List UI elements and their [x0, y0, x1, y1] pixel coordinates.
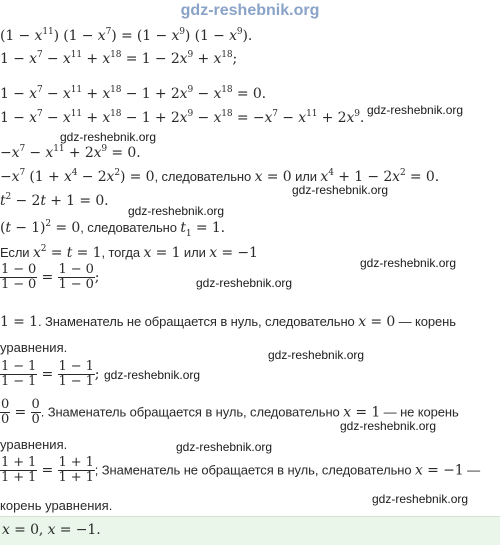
equation-line-10: $\frac{1 - 0}{1 - 0}$ = $\frac{1 - 0}{1 - 0}$ ;: [1, 262, 100, 292]
watermark-top: gdz-reshebnik.org: [180, 2, 320, 19]
equation-line-6: $-x^7$ $(1 + x^4 - 2x^2) = 0$, следовательно x = 0 или $x^4 + 1 - 2x^2 = 0$.: [0, 168, 440, 185]
equation-line-14: $\frac{1 + 1}{1 + 1}$ = $\frac{1 + 1}{1 + 1}$ ; Знаменатель не обращается в нуль, следовательно x = −1 —: [1, 455, 480, 485]
watermark: gdz-reshebnik.org: [128, 204, 225, 218]
watermark: gdz-reshebnik.org: [292, 183, 389, 197]
watermark: gdz-reshebnik.org: [104, 368, 201, 382]
equation-line-12: $\frac{1 - 1}{1 - 1}$ = $\frac{1 - 1}{1 - 1}$ ;: [1, 359, 100, 389]
equation-line-11: 1 = 1. Знаменатель не обращается в нуль, следовательно x = 0 — корень: [0, 314, 456, 330]
watermark: gdz-reshebnik.org: [360, 256, 457, 270]
watermark: gdz-reshebnik.org: [268, 348, 365, 362]
equation-line-1: $(1 - x^{11})$ $(1 - x^7) = (1 - x^9)$ $(1 - x^9)$.: [0, 27, 253, 44]
answer-text: x = 0, x = −1.: [2, 522, 101, 538]
equation-line-8: $(t - 1)^2 = 0$, следовательно $t_1 = 1$.: [0, 219, 226, 239]
equation-line-9: Если $x^2 = t = 1$, тогда x = 1 или x = −1: [0, 244, 258, 261]
watermark: gdz-reshebnik.org: [372, 492, 469, 506]
watermark: gdz-reshebnik.org: [60, 130, 157, 144]
watermark: gdz-reshebnik.org: [367, 103, 464, 117]
watermark: gdz-reshebnik.org: [196, 276, 293, 290]
text-line-11b: уравнения.: [0, 340, 68, 355]
answer-box: [0, 516, 500, 545]
equation-line-5: $-x^7 - x^{11} + 2x^9 = 0$.: [0, 144, 141, 161]
text-line-13b: уравнения.: [0, 437, 68, 452]
equation-line-13: $\frac{0}{0}$ = $\frac{0}{0}$ . Знаменатель обращается в нуль, следовательно x = 1 — не корень: [1, 397, 459, 427]
equation-line-3: $1 - x^7 - x^{11} + x^{18} - 1 + 2x^9 - x^{18} = 0$.: [0, 85, 267, 102]
watermark: gdz-reshebnik.org: [176, 440, 273, 454]
equation-line-2: $1 - x^7 - x^{11} + x^{18} = 1 - 2x^9 + x^{18}$;: [0, 50, 238, 67]
watermark: gdz-reshebnik.org: [340, 419, 437, 433]
text-line-14b: корень уравнения.: [0, 498, 113, 513]
equation-line-7: $t^2 - 2t + 1 = 0$.: [0, 192, 109, 209]
equation-line-4: $1 - x^7 - x^{11} + x^{18} - 1 + 2x^9 - x^{18} = -x^7 - x^{11} + 2x^9$.: [0, 109, 365, 126]
